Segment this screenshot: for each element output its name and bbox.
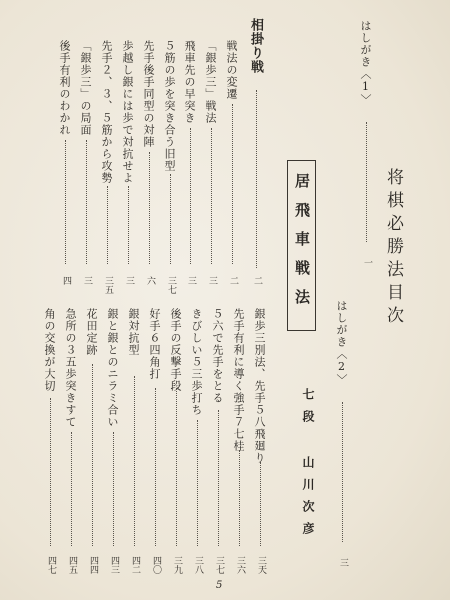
leader-dots <box>176 388 177 546</box>
toc-entry-label: 飛車先の早突き <box>183 40 196 124</box>
preface-2-page: 三 <box>338 558 348 567</box>
toc-entry-label: 後手有利のわかれ <box>58 40 71 136</box>
leader-dots <box>128 186 129 264</box>
toc-entry-page: 四七 <box>46 556 56 574</box>
leader-dots <box>342 402 343 542</box>
leader-dots <box>366 122 367 242</box>
toc-entry-label: 歩越し銀には歩で対抗せよ <box>121 40 134 184</box>
leader-dots <box>218 410 219 546</box>
toc-entry-page: 二 <box>228 276 238 285</box>
toc-entry-label: ５六で先手をとる <box>211 308 224 404</box>
leader-dots <box>232 104 233 264</box>
toc-entry-page: 四三 <box>109 556 119 574</box>
toc-entry-page: 三 <box>186 276 196 285</box>
preface-1-page: 一 <box>362 258 372 267</box>
toc-entry-page: 四二 <box>130 556 140 574</box>
toc-entry-label: 後手の反撃手段 <box>169 308 182 392</box>
toc-entry-label: 「銀歩三」戦法 <box>204 40 217 124</box>
toc-entry-page: 四五 <box>67 556 77 574</box>
toc-entry-label: 戦法の変遷 <box>225 40 238 100</box>
leader-dots <box>92 364 93 546</box>
toc-entry-page: 三七 <box>166 276 176 294</box>
leader-dots <box>197 420 198 546</box>
toc-entry-page: 三天 <box>256 556 266 574</box>
leader-dots <box>256 90 257 268</box>
leader-dots <box>86 140 87 264</box>
toc-entry-page: 四 <box>61 276 71 285</box>
toc-entry-page: 六 <box>145 276 155 285</box>
toc-entry-page: 三 <box>207 276 217 285</box>
page-number: 5 <box>216 580 223 591</box>
leader-dots <box>239 450 240 546</box>
toc-entry-label: 「銀歩三」の局面 <box>79 40 92 136</box>
leader-dots <box>107 186 108 264</box>
leader-dots <box>71 432 72 546</box>
toc-entry-label: 好手６四角打 <box>148 308 161 380</box>
toc-entry-label: ５筋の歩を突き合う旧型 <box>163 40 176 172</box>
preface-2-label: はしがき〈2〉 <box>335 300 348 386</box>
leader-dots <box>190 128 191 264</box>
toc-entry-page: 四四 <box>88 556 98 574</box>
leader-dots <box>260 462 261 546</box>
toc-entry-label: 先手２、３、５筋から攻勢 <box>100 40 113 184</box>
toc-entry-label: 先手有利に導く強手７七桂 <box>232 308 245 452</box>
toc-entry-page: 三 <box>124 276 134 285</box>
toc-entry-page: 四〇 <box>151 556 161 574</box>
toc-entry-label: 銀対抗型 <box>127 308 140 356</box>
toc-entry-label: 先手後手同型の対陣 <box>142 40 155 148</box>
toc-entry-label: 銀と銀とのニラミ合い <box>106 308 119 428</box>
toc-entry-page: 三六 <box>235 556 245 574</box>
leader-dots <box>155 388 156 546</box>
leader-dots <box>65 140 66 264</box>
boxed-title-frame <box>287 160 316 331</box>
toc-entry-label: 銀歩三別法、先手５八飛廻り <box>253 308 266 464</box>
section-heading-page: 二 <box>252 276 262 285</box>
toc-entry-label: 角の交換が大切 <box>43 308 56 392</box>
toc-entry-page: 三七 <box>214 556 224 574</box>
toc-entry-page: 三八 <box>193 556 203 574</box>
section-heading: 相掛り戦 <box>248 18 263 74</box>
leader-dots <box>50 398 51 546</box>
preface-1-label: はしがき〈1〉 <box>359 20 372 106</box>
toc-entry-page: 三五 <box>103 276 113 294</box>
author-name: 七段 山川次彦 <box>301 388 315 544</box>
boxed-title: 居飛車戦法 <box>293 173 311 318</box>
leader-dots <box>211 128 212 264</box>
toc-entry-label: 花田定跡 <box>85 308 98 356</box>
book-title: 将棋必勝法目次 <box>383 168 403 329</box>
toc-entry-label: きびしい５三歩打ち <box>190 308 203 416</box>
leader-dots <box>134 376 135 546</box>
toc-entry-page: 三九 <box>172 556 182 574</box>
leader-dots <box>113 432 114 546</box>
leader-dots <box>170 174 171 264</box>
leader-dots <box>149 152 150 264</box>
toc-entry-page: 三 <box>82 276 92 285</box>
toc-entry-label: 急所の３五歩突きすて <box>64 308 77 428</box>
